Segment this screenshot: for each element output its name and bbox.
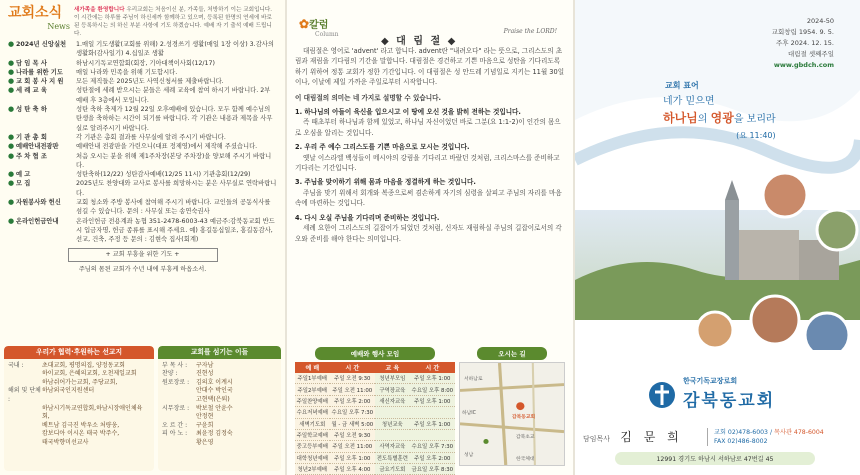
table-cell: 구역장교육 — [375, 384, 410, 395]
church-photo — [575, 170, 860, 350]
church-name — [683, 376, 775, 411]
map — [459, 362, 565, 466]
table-row — [295, 407, 455, 418]
news-key: 주 차 협 조 — [16, 152, 47, 160]
photo-circle-2 — [817, 210, 857, 250]
table-cell: 새신자교육 — [375, 395, 410, 406]
item-key — [8, 439, 42, 448]
column-intro: 대림절은 영어로 'advent' 라고 합니다. advent란 "내려오다" 라는 뜻으로, 그리스도의 초림과 재림을 기다림의 기간을 말합니다. 대림절은 경건하고 기쁜 마음으로 성탄을 기다리도록 하기 위하여 정통 교회가 정한 기간입니다. 이 대림절은 성 안드레 기념일로 지키는 11월 30일이나, 이날에 제일 가까운 주일로부터 시작합니다. — [295, 47, 565, 87]
item-key — [162, 396, 196, 405]
point-body: 옛날 이스라엘 백성들이 메시야의 강림을 기다리고 바랐던 것처럼, 크리스마스를 준비하고 기다리는 기간입니다. — [295, 153, 560, 173]
table-row — [295, 464, 455, 475]
missions-title: 우리가 협력·후원하는 선교지 — [4, 346, 154, 359]
schedule-header: 예 배 — [295, 362, 330, 373]
item-value: 베트남 김극진 박우소 처량웅, — [42, 421, 120, 429]
list-item — [8, 370, 150, 379]
map-label-school: 감북초교 — [516, 435, 535, 440]
news-item — [8, 68, 277, 77]
item-value: 박보철 안윤수 — [196, 404, 233, 412]
item-key: 오 르 간 : — [162, 421, 188, 429]
table-cell: 전도특별훈련 — [375, 452, 410, 463]
bullet-icon: ● — [8, 67, 15, 76]
item-key — [8, 430, 42, 439]
item-key — [8, 405, 42, 422]
church-logo-icon — [647, 380, 677, 410]
table-cell: 주일 오후 2:00 — [410, 452, 455, 463]
point-heading: 1. 하나님의 아들이 육신을 입으시고 이 땅에 오신 것을 밝히 전하는 것입니다. — [295, 108, 521, 117]
photo-circle-1 — [763, 173, 807, 217]
item-value: 진현성 — [196, 370, 214, 378]
missions-box — [4, 346, 154, 471]
table-cell — [375, 407, 410, 418]
map-label-seongnam: 성남 — [464, 453, 474, 458]
item-value: 하남외국인지원센터 — [42, 387, 95, 395]
news-value: 성탄절에 세례 받으시는 분들은 세례 교육에 참여 하시기 바랍니다. 2부 예배 후 3층에서 모입니다. — [76, 87, 271, 104]
table-cell — [375, 429, 410, 440]
verse-part-e: 을 보리라 — [733, 114, 776, 125]
news-value: 2025년도 찬양대와 교사로 봉사를 희망하시는 분은 사무실로 연락바랍니다. — [76, 180, 277, 197]
item-value: 구자남 — [196, 361, 214, 369]
item-key — [8, 370, 42, 379]
cover-panel — [575, 0, 860, 475]
news-key: 성 탄 축 하 — [16, 106, 47, 114]
table-cell: 수요일 오후 7:30 — [330, 407, 375, 418]
table-cell: 주일 오전 11:00 — [330, 441, 375, 452]
map-label-church: 감북동교회 — [512, 415, 536, 420]
list-item — [162, 405, 277, 414]
news-key: 예배안내전광판 — [16, 143, 59, 151]
list-item — [162, 413, 277, 422]
news-value: 교회 청소와 주방 봉사에 참여해 주시기 바랍니다. 교인들의 공동식사를 섬길 수 있습니다. 문의 : 사무실 또는 송연숙권사 — [76, 199, 271, 216]
table-cell: 청년부모임 — [375, 373, 410, 384]
item-key — [162, 413, 196, 422]
verse-part-c: 의 — [697, 114, 708, 125]
point-body: 세례 요한이 그리스도의 길잡이가 되었던 것처럼, 신자도 재림하실 주님의 길잡이로서의 각오와 준비를 해야 한다는 의미입니다. — [295, 224, 562, 243]
schedule-header: 교 육 — [375, 362, 410, 373]
news-key: 기 관 총 회 — [16, 133, 47, 141]
bullet-icon: ● — [8, 151, 15, 160]
table-cell: 수요저녁예배 — [295, 407, 330, 418]
list-item — [8, 405, 150, 422]
item-value: 최윤정 김정숙 — [196, 430, 233, 438]
news-value: 매일 나라와 민족을 위해 기도합시다. — [76, 68, 178, 76]
news-logo-sub: News — [47, 22, 70, 31]
column-header — [295, 6, 565, 46]
left-bottom-boxes — [4, 346, 281, 471]
item-key: 피 아 노 : — [162, 430, 188, 438]
fax: FAX 02)486-8002 — [714, 438, 768, 445]
motto-label: 교회 표어 — [665, 81, 699, 90]
verse-part-d: 영광 — [710, 111, 734, 125]
servers-title: 교회를 섬기는 이들 — [158, 346, 281, 359]
bullet-icon: ● — [8, 142, 15, 151]
news-item — [8, 59, 277, 68]
item-key: 부 목 사 : — [162, 361, 188, 369]
church-url[interactable]: www.gbdch.com — [773, 61, 834, 69]
list-item — [8, 439, 150, 448]
news-value: 처음 오시는 분을 위해 제1주차장(본당 주차장)을 양보해 주시기 바랍니다. — [76, 152, 272, 169]
table-cell: 주일 오전 11:00 — [330, 384, 375, 395]
liturgical-week: 대림절 셋째주일 — [787, 50, 834, 58]
table-row — [295, 452, 455, 463]
news-value: 하남시기독교연합회(회장, 기아대책이사회(12/17) — [76, 59, 216, 67]
news-item — [8, 133, 277, 142]
bullet-icon: ● — [8, 40, 15, 48]
list-item — [162, 362, 277, 371]
table-cell: 주일 오후 4:00 — [330, 464, 375, 475]
flower-icon: ✿ — [299, 17, 310, 31]
table-cell: 주일 오후 2:00 — [330, 395, 375, 406]
bulletin-date: 주후 2024. 12. 15. — [775, 39, 834, 47]
table-row — [295, 395, 455, 406]
table-cell: 주일찬양예배 — [295, 395, 330, 406]
tel-church: 교회 02)478-6003 — [714, 429, 768, 436]
table-cell: 주일 오전 9:30 — [330, 429, 375, 440]
news-value: 각 기관은 총회 결과를 사무실에 알려 주시기 바랍니다. — [76, 133, 226, 141]
bullet-icon: ● — [8, 132, 15, 141]
schedule-header: 시 간 — [330, 362, 375, 373]
item-value: 태국박향미선교사 — [42, 438, 89, 446]
table-cell: 중고등부예배 — [295, 441, 330, 452]
schedule-and-map — [295, 347, 565, 474]
pastor-label: 담임목사 — [583, 435, 611, 443]
news-key: 담 임 목 사 — [16, 59, 47, 67]
point-body: 주님을 맞기 위해서 회개와 복종으로써 겸손하게 자기의 심령을 살피고 주님의 자리를 마음속에 마련하는 것입니다. — [295, 188, 562, 208]
bullet-icon: ● — [8, 179, 15, 188]
item-value: 하이교회, 은혜의교회, 오천제일교회 — [42, 370, 137, 378]
news-item — [8, 77, 277, 86]
item-value: 하남시기독교연합회,하남시장애인체육회, — [42, 404, 143, 421]
verse-part-a: 네가 믿으면 — [663, 96, 715, 107]
table-cell — [410, 407, 455, 418]
news-item — [8, 170, 277, 179]
news-key: 세 례 교 육 — [16, 87, 47, 95]
bullet-icon: ● — [8, 105, 15, 114]
table-cell: 수요일 오후 7:30 — [410, 441, 455, 452]
news-item — [8, 179, 277, 198]
news-logo-main: 교회소식 — [8, 5, 63, 21]
item-key: 시무장로 : — [162, 404, 190, 412]
point-heading: 3. 주님을 맞이하기 위해 몸과 마음을 정결하게 하는 것입니다. — [295, 178, 476, 187]
item-key: 국내 : — [8, 361, 24, 369]
bullet-icon: ● — [8, 77, 15, 86]
verse-reference: (요 11:40) — [736, 131, 776, 140]
news-value: 예배안내 전광판을 가린으니(대표 정제영)에서 제작해 주셨습니다. — [76, 143, 258, 151]
item-value: 초대교회, 평명의집, 양정동교회 — [42, 361, 125, 369]
table-row — [295, 418, 455, 429]
item-value: 안대수 박인국 — [196, 387, 233, 395]
table-cell: 사역자교육 — [375, 441, 410, 452]
item-key — [162, 387, 196, 396]
schedule-body — [295, 373, 455, 475]
photo-circle-3 — [751, 296, 799, 344]
list-item — [8, 430, 150, 439]
welcome-text — [74, 6, 277, 38]
map-label-road: 서하남로 — [464, 377, 483, 382]
item-value: 구윤희 — [196, 421, 214, 429]
table-cell: 주일 오후 1:00 — [410, 373, 455, 384]
table-cell: 금요기도회 — [375, 464, 410, 475]
news-item — [8, 142, 277, 151]
table-row — [295, 429, 455, 440]
list-item — [162, 370, 277, 379]
list-item — [162, 396, 277, 405]
missions-list — [4, 359, 154, 451]
news-item — [8, 198, 277, 217]
item-key: 원로장로 : — [162, 378, 190, 386]
table-cell: 주일1부예배 — [295, 373, 330, 384]
directions — [459, 347, 565, 469]
news-item — [8, 40, 277, 59]
table-cell: 주일 오후 1:00 — [410, 418, 455, 429]
bullet-icon: ● — [8, 86, 15, 95]
item-value: 하남쉬어가는교회, 주당교회, — [42, 378, 118, 386]
motto-verse — [663, 94, 776, 144]
table-cell: 주일2부예배 — [295, 384, 330, 395]
photo-circle-5 — [697, 312, 733, 348]
schedule-header: 시 간 — [410, 362, 455, 373]
map-label-ic: 하남IC — [462, 411, 477, 416]
pastor-info — [583, 428, 683, 445]
schedule-table — [295, 362, 455, 475]
news-key: 교 회 봉 사 지 원 — [16, 78, 64, 86]
item-key: 찬양 : — [162, 370, 178, 378]
servers-list — [158, 359, 281, 451]
table-cell: 청년2부예배 — [295, 464, 330, 475]
denomination: 한국기독교장로회 — [683, 377, 738, 385]
table-cell: 주일 오후 1:00 — [410, 395, 455, 406]
news-list — [8, 40, 277, 245]
table-cell: 새벽기도회 — [295, 418, 330, 429]
pastor-name: 김 문 희 — [620, 430, 683, 444]
prayer-box: + 교회 부흥을 위한 기도 + — [68, 248, 218, 262]
bullet-icon: ● — [8, 58, 15, 67]
news-item — [8, 217, 277, 245]
item-value: 안정현 — [196, 413, 214, 421]
welcome-title: 새가족을 환영합니다 — [74, 7, 125, 13]
list-item — [162, 439, 277, 448]
table-cell: 월 - 금 새벽 5:00 — [330, 418, 375, 429]
bullet-icon: ● — [8, 216, 15, 225]
item-value: 황은영 — [196, 438, 214, 446]
church-address: 12991 경기도 하남시 서하남로 47번길 45 — [615, 452, 815, 465]
news-value: 성탄 축하 축제가 12월 22일 오후예배에 있습니다. 모두 함께 예수님의 탄생을 축하하는 시간이 되기를 바랍니다. 각 기관은 내용과 제목을 사무실로 알려주시기 바랍니다. — [76, 106, 273, 132]
contact-info: 교회 02)478-6003 / 목사관 478-6004 FAX 02)486-8002 — [707, 428, 824, 446]
map-label-univ: 한국체대 — [516, 457, 535, 462]
item-value: 김의호 이계시 — [196, 378, 233, 386]
news-item — [8, 152, 277, 171]
prayer-note: 주님의 몸된 교회가 수년 내에 부흥케 하옵소서. — [78, 265, 207, 273]
point-heading: 4. 다시 오실 주님을 기다리며 준비하는 것입니다. — [295, 213, 440, 222]
bullet-icon: ● — [8, 170, 15, 179]
issue-info — [772, 16, 834, 71]
table-cell: 주일 오전 9:30 — [330, 373, 375, 384]
news-value: 모든 제직들은 2025년도 사역신청서를 제출바랍니다. — [76, 78, 224, 86]
news-key: 2024년 신앙실천 — [16, 41, 67, 48]
news-value: 온라인헌금 전용계좌 농협 351-2478-6003-43 예금주:감북동교회 반드시 입금자명, 헌금 종류를 표시해 주세요. 예) 홍길동십일조, 홍길동감사, 선교, 건축, 주정 등 문의 : 김현숙 집사(회계) — [76, 217, 275, 244]
column-logo-en: Column — [315, 31, 339, 38]
news-value: 1.매일 기도생활(교회를 위해) 2.성경쓰기 생활(매일 1장 이상) 3.감사의 생활화(감사일기) 4.십일조 생활 — [76, 41, 274, 58]
news-key: 나라를 위한 기도 — [16, 68, 63, 76]
issue-number: 2024-50 — [806, 17, 834, 25]
list-item — [162, 430, 277, 439]
point-heading: 2. 우리 주 예수 그리스도를 기쁜 마음으로 모시는 것입니다. — [295, 143, 470, 152]
column-logo-text: 칼럼 — [309, 20, 329, 31]
table-cell — [410, 429, 455, 440]
table-cell: 주일학교예배 — [295, 429, 330, 440]
column-logo — [299, 16, 339, 38]
church-title: 감북동교회 — [683, 391, 776, 411]
map-title: 오시는 길 — [477, 347, 547, 360]
news-panel — [0, 0, 285, 475]
photo-circle-4 — [805, 313, 849, 350]
news-item — [8, 86, 277, 105]
point-body: 즉 때초부터 하나님과 함께 있었고, 하나님 자신이었던 바로 그분(요 1:1-2)이 인간의 몸으로 오심을 알리는 것입니다. — [295, 118, 561, 137]
item-key — [8, 422, 42, 431]
news-item — [8, 105, 277, 133]
item-key — [162, 439, 196, 448]
table-cell: 금요일 오후 8:30 — [410, 464, 455, 475]
servers-box — [158, 346, 281, 471]
item-key: 해외 및 단체 : — [8, 387, 41, 403]
column-panel — [287, 0, 573, 475]
news-value: 성탄축하(12/22) 성탄감사예배(12/25 11시) 기관총회(12/29) — [76, 171, 251, 179]
founded-date: 교회창립 1954. 9. 5. — [771, 28, 834, 36]
column-title: ◆ 대 림 절 ◆ — [381, 36, 458, 47]
praise-text: Praise the LORD! — [503, 28, 557, 35]
list-item — [162, 387, 277, 396]
table-row — [295, 384, 455, 395]
item-value: 고현택(은퇴) — [196, 395, 230, 403]
welcome-body: 우리교회는 처음이신 분, 가족들, 처방하기 이는 교회입니다. 이 시간에는 하루를 주님이 하신세까 함께하고 있으며, 등록된 한명의 연세에 바로된 등록하시는 의 하신 부분 사항에 기도 하겠습니다. 예배 자 기 출석 예배 드립니다. — [74, 7, 273, 37]
list-item — [8, 362, 150, 371]
news-key: 온라인헌금안내 — [16, 217, 59, 225]
bullet-icon: ● — [8, 198, 15, 207]
table-row — [295, 373, 455, 384]
news-logo — [8, 6, 70, 34]
verse-part-b: 하나님 — [663, 111, 698, 125]
schedule-title: 예배와 행사 모임 — [315, 347, 435, 360]
schedule-header-row — [295, 362, 455, 373]
news-key: 모 집 — [16, 180, 31, 188]
tel-manse: 목사관 478-6004 — [774, 429, 824, 436]
list-item — [8, 387, 150, 404]
news-header — [8, 6, 277, 40]
news-key: 예 고 — [16, 171, 31, 179]
table-row — [295, 441, 455, 452]
item-value: 캄보디아 이시온 태국 박주수, — [42, 430, 120, 438]
church-marker — [516, 402, 524, 410]
column-body — [295, 46, 565, 244]
schedule — [295, 347, 455, 474]
table-cell: 대학청년예배 — [295, 452, 330, 463]
table-cell: 주일 오후 1:00 — [330, 452, 375, 463]
column-lead: 이 대림절의 의미는 네 가지로 설명할 수 있습니다. — [295, 93, 441, 102]
table-cell: 수요일 오후 8:00 — [410, 384, 455, 395]
table-cell: 청년교육 — [375, 418, 410, 429]
column-points — [295, 107, 565, 244]
news-key: 자원봉사와 헌신 — [16, 199, 61, 207]
